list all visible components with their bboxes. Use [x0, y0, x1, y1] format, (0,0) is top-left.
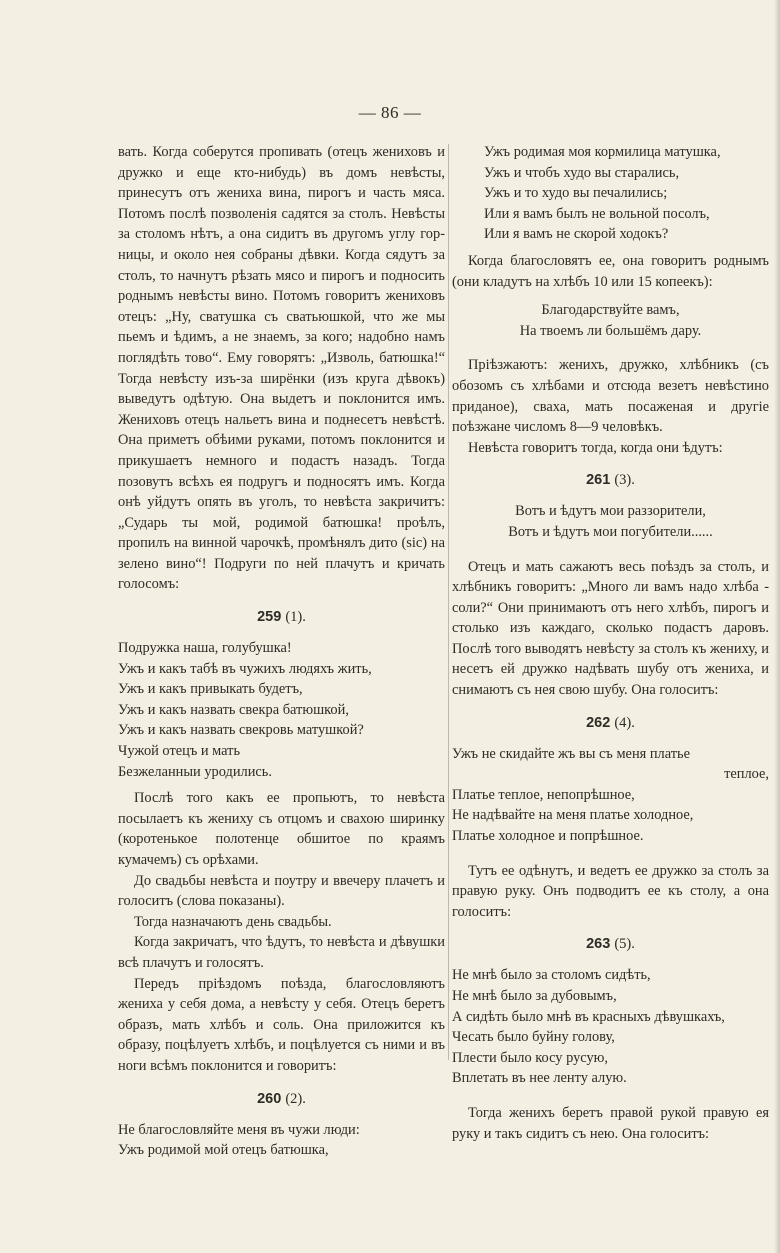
right-column	[452, 142, 769, 1144]
song-number-261	[452, 472, 769, 489]
verse-line: Плести было косу русую,	[452, 1049, 609, 1066]
song-262-verse	[452, 744, 769, 847]
song-number-259	[118, 609, 445, 626]
paragraph: Тогда назначаютъ день свадьбы.	[134, 913, 332, 930]
verse-line: Не благословляйте меня въ чужи люди:	[118, 1121, 360, 1138]
verse-line: Ужъ и какъ назвать свекра батюшкой,	[118, 701, 349, 718]
song-number: 259	[257, 609, 282, 626]
verse-line: Ужъ и какъ привыкать будетъ,	[118, 681, 303, 698]
song-number: 261	[586, 472, 611, 489]
verse-line: На твоемъ ли большёмъ дару.	[519, 322, 702, 339]
page-edge-shadow	[774, 0, 780, 1253]
song-number-262	[452, 715, 769, 732]
song-259-verse	[118, 638, 445, 782]
song-subnumber: (3).	[614, 472, 635, 489]
verse-line: Вплетать въ нее ленту алую.	[452, 1070, 627, 1087]
column-divider	[448, 144, 449, 1060]
song-subnumber: (4).	[614, 714, 635, 731]
verse-line: Ужъ и какъ назвать свекровь матушкой?	[118, 722, 364, 739]
verse-line: Не мнѣ было за дубовымъ,	[452, 988, 617, 1004]
song-260-verse	[118, 1120, 445, 1161]
left-column	[118, 142, 445, 1167]
paragraph: Передъ пріѣздомъ поѣзда, благословляютъ жениха у себя дома, а невѣсту у себя. Отецъ беретъ образъ, мать хлѣбъ и соль. Она приложится къ образу, поцѣлуетъ хлѣбъ, и поцѣлуется съ ними и въ ноги всѣмъ поклонится и говоритъ:	[118, 975, 445, 1074]
verse-line: Не мнѣ было за столомъ сидѣть,	[452, 967, 651, 984]
verse-line: Ужъ и какъ табѣ въ чужихъ людяхъ жить,	[118, 660, 372, 677]
song-number: 260	[257, 1090, 282, 1107]
page-number: — 86 —	[358, 103, 422, 122]
verse-line: А сидѣть было мнѣ въ красныхъ дѣвушкахъ,	[452, 1008, 725, 1025]
song-subnumber: (5).	[614, 936, 635, 953]
song-261-verse	[452, 501, 769, 542]
paragraph: вать. Когда соберутся пропивать (отецъ жениховъ и дружко и еще кто-нибудь) въ домъ невѣсты, принесутъ отъ жениха вина, пирогъ и часть мяса. Потомъ послѣ позволенія садятся за столъ. Невѣсты за столомъ нѣтъ, а она сидитъ въ другомъ углу горницы, и около нея собраны дѣвки. Когда сядутъ за столъ, то начнутъ рѣзать мясо и пирогъ и подносить роднымъ невѣсты вино. Потомъ говоритъ жениховъ отецъ: „Ну, сватушка съ сватьюшкой, что же мы пьемъ и ѣдимъ, а не знаемъ, за кого; надобно намъ поглядѣть тово“. Ему говорятъ: „Изволь, батюшка!“ Тогда невѣсту изъ-за ширёнки (изъ круга дѣвокъ) выведутъ одѣтую. Она выдетъ и поклонится имъ. Жениховъ отецъ нальетъ вина и поднесетъ невѣстѣ. Она приметъ обѣими руками, потомъ поклонится и прикушаетъ немного и подастъ назадъ. Тогда позовутъ всѣхъ ея подругъ и подносятъ имъ. Когда онѣ уйдутъ опять въ уголъ, то невѣста закричитъ: „Сударь ты мой, родимой батюшка! проѣлъ, пропилъ на винной чарочкѣ, промѣнялъ дито (sic) на зелено вино“! Подруги по ней плачутъ и кричать голосомъ:	[118, 144, 445, 593]
verse-line: Ужъ родимой мой отецъ батюшка,	[118, 1142, 329, 1159]
paragraph: Отецъ и мать сажаютъ весь поѣздъ за столъ, и хлѣбникъ говоритъ: „Много ли вамъ надо хлѣба - соли?“ Они принимаютъ отъ него хлѣбъ, пирогъ и столько изъ каждаго, сколько подастъ даровъ. Послѣ того выводятъ невѣсту за столъ къ жениху, и несетъ ей дружко надѣвать шубу отъ жениха, и снимаютъ съ нея свою шубу. Она голоситъ:	[452, 558, 769, 699]
song-number-260	[118, 1091, 445, 1108]
verse-line: Безжеланныи уродились.	[118, 763, 272, 780]
thanks-verse	[452, 300, 769, 341]
paragraph: До свадьбы невѣста и поутру и ввечеру плачетъ и голоситъ (слова показаны).	[118, 872, 445, 910]
verse-line: Платье холодное и попрѣшное.	[452, 828, 644, 845]
verse-line: теплое,	[724, 766, 769, 783]
verse-line: Вотъ и ѣдутъ мои раззорители,	[515, 503, 706, 520]
paragraph: Тутъ ее одѣнутъ, и ведетъ ее дружко за столъ за правую руку. Онъ подводитъ ее къ столу, а она голоситъ:	[452, 862, 769, 920]
song-number: 262	[586, 714, 611, 731]
verse-line: Ужъ и то худо вы печалились;	[484, 185, 668, 202]
verse-line: Ужъ не скидайте жъ вы съ меня платье	[452, 745, 690, 762]
paragraph: Невѣста говоритъ тогда, когда они ѣдутъ:	[468, 439, 723, 456]
song-263-verse	[452, 965, 769, 1089]
paragraph: Когда благословятъ ее, она говоритъ роднымъ (они кладутъ на хлѣбъ 10 или 15 копеекъ):	[452, 252, 769, 290]
verse-line: Чесать было буйну голову,	[452, 1029, 615, 1046]
song-number: 263	[586, 936, 611, 953]
paragraph: Когда закричатъ, что ѣдутъ, то невѣста и дѣвушки всѣ плачутъ и голосятъ.	[118, 934, 445, 971]
song-subnumber: (2).	[285, 1090, 306, 1107]
verse-line: Не надѣвайте на меня платье холодное,	[452, 807, 694, 824]
paragraph: Послѣ того какъ ее пропьютъ, то невѣста посылаетъ къ жениху съ отцомъ и свахою ширинку (коротенькое полотенце обшитое по краямъ кумачемъ) съ орѣхами.	[118, 790, 445, 868]
verse-line: Платье теплое, непопрѣшное,	[452, 786, 635, 803]
paragraph: Тогда женихъ беретъ правой рукой правую ея руку и такъ сидитъ съ нею. Она голоситъ:	[452, 1104, 769, 1142]
song-subnumber: (1).	[285, 609, 306, 626]
verse-line: Или я вамъ не скорой ходокъ?	[484, 226, 669, 243]
verse-line: Ужъ и чтобъ худо вы старались,	[484, 164, 680, 181]
verse-line: Вотъ и ѣдутъ мои погубители......	[508, 523, 713, 540]
paragraph: Пріѣзжаютъ: женихъ, дружко, хлѣбникъ (съ обозомъ съ хлѣбами и отсюда везетъ невѣстино приданое), сваха, мать посаженая и другіе поѣзжане числомъ 8—9 человѣкъ.	[452, 357, 769, 436]
verse-line: Благодарствуйте вамъ,	[541, 302, 680, 319]
verse-line: Чужой отецъ и мать	[118, 743, 241, 760]
verse-line: Ужъ родимая моя кормилица матушка,	[484, 144, 721, 160]
song-260-verse-continued	[452, 142, 769, 245]
verse-line: Подружка наша, голубушка!	[118, 640, 292, 657]
song-number-263	[452, 936, 769, 953]
verse-line: Или я вамъ былъ не вольной посолъ,	[484, 205, 710, 222]
